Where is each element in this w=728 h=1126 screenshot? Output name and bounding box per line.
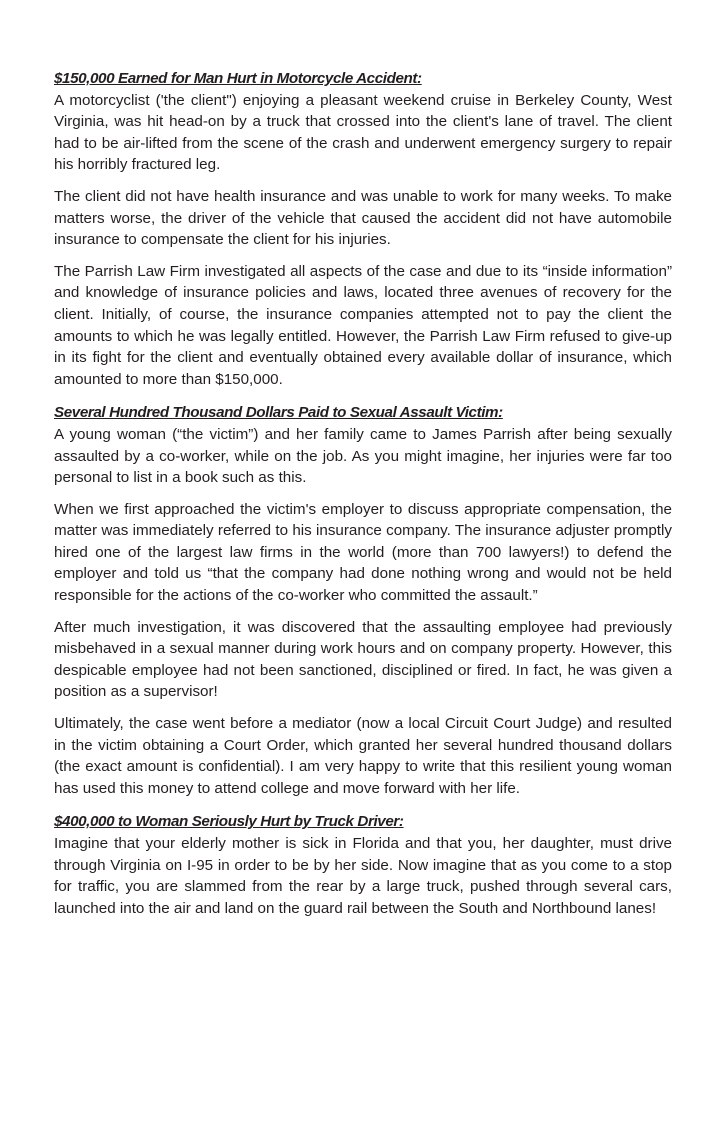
- case-section-assault: [54, 402, 672, 799]
- case-section-motorcycle: [54, 68, 672, 390]
- paragraph: The Parrish Law Firm investigated all aspects of the case and due to its “inside information” and knowledge of insurance policies and laws, located three avenues of recovery for the client. Initially, of course, the insurance companies attempted not to pay the client the amounts to which he was legally entitled. However, the Parrish Law Firm refused to give-up in its fight for the client and eventually obtained every available dollar of insurance, which amounted to more than $150,000.: [54, 262, 672, 388]
- section-heading: $400,000 to Woman Seriously Hurt by Truck Driver:: [54, 813, 404, 831]
- paragraph: When we first approached the victim's employer to discuss appropriate compensation, the matter was immediately referred to his insurance company. The insurance adjuster promptly hired one of the largest law firms in the world (more than 700 lawyers!) to defend the employer and told us “that the company had done nothing wrong and would not be held responsible for the actions of the co-worker who committed the assault.”: [54, 500, 672, 605]
- paragraph: The client did not have health insurance and was unable to work for many weeks. To make matters worse, the driver of the vehicle that caused the accident did not have automobile insurance to compensate the client for his injuries.: [54, 187, 672, 249]
- paragraph: After much investigation, it was discovered that the assaulting employee had previously misbehaved in a sexual manner during work hours and on company property. However, this despicable employee had not been sanctioned, disciplined or fired. In fact, he was given a position as a supervisor!: [54, 618, 672, 701]
- paragraph: Imagine that your elderly mother is sick in Florida and that you, her daughter, must drive through Virginia on I-95 in order to be by her side. Now imagine that as you come to a stop for traffic, you are slammed from the rear by a large truck, pushed through several cars, launched into the air and land on the guard rail between the South and Northbound lanes!: [54, 835, 672, 917]
- paragraph: A young woman (“the victim”) and her family came to James Parrish after being sexually assaulted by a co-worker, while on the job. As you might imagine, her injuries were far too personal to list in a book such as this.: [54, 425, 672, 487]
- case-section-truck: [54, 811, 672, 919]
- section-heading: $150,000 Earned for Man Hurt in Motorcycle Accident:: [54, 70, 422, 87]
- section-heading: Several Hundred Thousand Dollars Paid to Sexual Assault Victim:: [54, 404, 503, 422]
- document-page: [54, 68, 672, 919]
- paragraph: A motorcyclist ('the client") enjoying a pleasant weekend cruise in Berkeley County, West Virginia, was hit head-on by a truck that crossed into the client's lane of travel. The client had to be air-lifted from the scene of the crash and underwent emergency surgery to repair his horribly fractured leg.: [54, 91, 672, 174]
- paragraph: Ultimately, the case went before a mediator (now a local Circuit Court Judge) and resulted in the victim obtaining a Court Order, which granted her several hundred thousand dollars (the exact amount is confidential). I am very happy to write that this resilient young woman has used this money to attend college and move forward with her life.: [54, 715, 672, 797]
